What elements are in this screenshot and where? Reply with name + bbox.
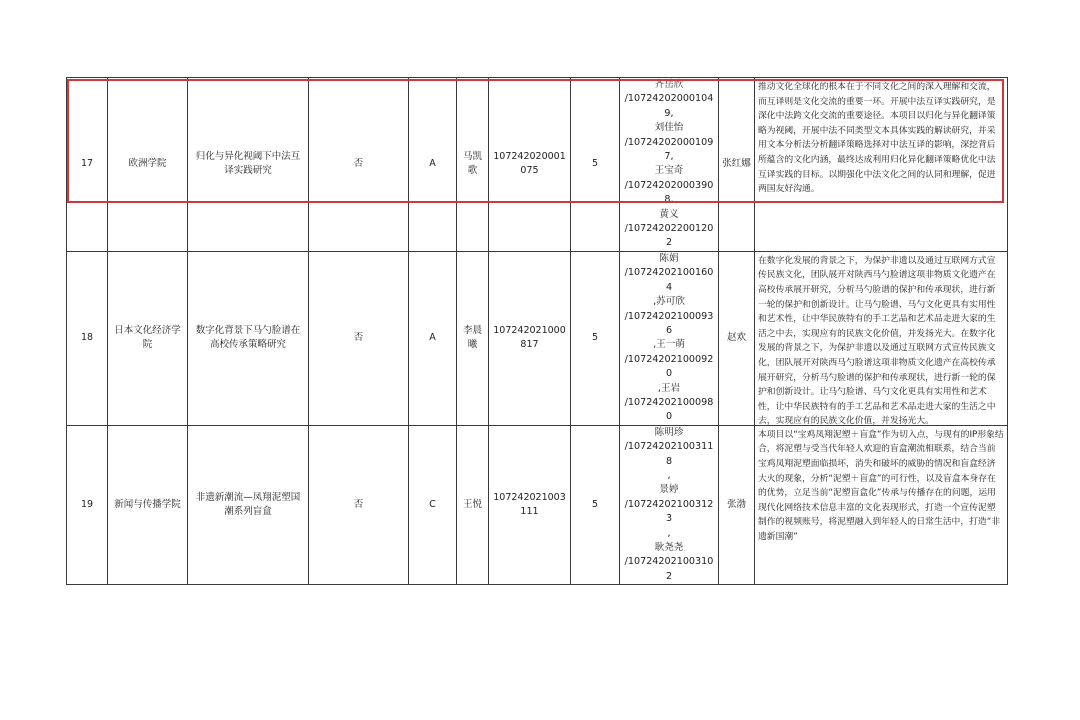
table-row xyxy=(67,251,1008,425)
member-line: /107242020003908, xyxy=(624,179,714,206)
summary-cell xyxy=(755,425,1008,584)
project-table xyxy=(66,77,1008,585)
advisor-cell: 张红娜 xyxy=(719,78,755,252)
member-line: /107242021001604 xyxy=(624,267,714,293)
flag-cell: 否 xyxy=(309,251,409,425)
member-line: 刘佳怡 xyxy=(654,122,684,134)
flag-cell: 否 xyxy=(309,425,409,584)
grade-cell: A xyxy=(409,251,457,425)
row-number: 19 xyxy=(67,425,108,584)
table-row xyxy=(67,78,1008,252)
member-line: , xyxy=(667,527,671,539)
member-line: /107242022001202 xyxy=(624,223,714,249)
member-line: ,苏可欣 xyxy=(653,296,685,308)
project-name-cell: 数字化背景下马勺脸谱在高校传承策略研究 xyxy=(188,251,309,425)
member-line: /107242020001049, xyxy=(624,93,714,119)
member-line: /107242021000980 xyxy=(624,396,714,423)
member-line: /107242021003123 xyxy=(624,498,714,525)
member-line: 陈娟 xyxy=(659,252,679,264)
project-name-cell: 归化与异化视阈下中法互译实践研究 xyxy=(188,78,309,252)
member-count-cell: 5 xyxy=(571,425,620,584)
summary-text: 在数字化发展的背景之下，为保护非遗以及通过互联网方式宣传民族文化，团队展开对陕西马勺脸谱这项非物质文化遗产在高校传承展开研究，分析马勺脸谱的保护和传承现状，进行新一轮的保护和创新设计。让马勺脸谱、马勺文化更具有实用性和艺术性，让中华民族特有的手工艺品和艺术品走进大家的生活之中去，实现应有的民族文化价值，并发扬光大。在数字化发展的背景之下，为保护非遗以及通过互联网方式宣传民族文化，团队展开对陕西马勺脸谱这项非物质文化遗产在高校传承展开研究，分析马勺脸谱的保护和传承现状，进行新一轮的保护和创新设计。让马勺脸谱、马勺文化更具有实用性和艺术性，让中华民族特有的手工艺品和艺术品走进大家的生活之中去，实现应有的民族文化价值，并发扬光大。 xyxy=(758,255,996,427)
grade-cell: A xyxy=(409,78,457,252)
member-line: /107242021000936 xyxy=(624,310,714,336)
advisor-cell: 张渤 xyxy=(719,425,755,584)
member-line: /107242021003118 xyxy=(624,441,714,467)
row-number: 17 xyxy=(67,78,108,252)
summary-cell xyxy=(755,78,1008,252)
college-cell: 新闻与传播学院 xyxy=(108,425,188,584)
member-line: 王宝奇 xyxy=(654,165,684,177)
member-count-cell: 5 xyxy=(571,251,620,425)
member-line: ,王岩 xyxy=(657,382,681,394)
member-line: 陈明珍 xyxy=(654,426,684,438)
member-count-cell: 5 xyxy=(571,78,620,252)
project-table-wrapper xyxy=(66,77,1007,585)
member-line: /107242020001097, xyxy=(624,136,714,163)
student-id-cell: 107242021000817 xyxy=(489,251,571,425)
grade-cell: C xyxy=(409,425,457,584)
student-id-cell: 107242021003111 xyxy=(489,425,571,584)
members-cell xyxy=(620,78,719,252)
summary-text: 推动文化全球化的根本在于不同文化之间的深入理解和交流，而互译则是文化交流的重要一环。开展中法互译实践研究，是深化中法跨文化交流的重要途径。本项目以归化与异化翻译策略为视阈，开展中法不同类型文本具体实践的解读研究，并采用文本分析法分析翻译策略选择对中法互译的影响，深挖背后所蕴含的文化内涵，最终达成利用归化异化翻译策略优化中法互译实践的目标。以期强化中法文化之间的认同和理解，促进两国友好沟通。 xyxy=(758,82,996,195)
member-line: ,王一萌 xyxy=(653,339,685,351)
table-row xyxy=(67,425,1008,584)
member-line: 齐岳欣 xyxy=(654,79,684,90)
member-line: /107242021000920 xyxy=(624,353,714,380)
college-cell: 欧洲学院 xyxy=(108,78,188,252)
member-line: , xyxy=(667,469,671,481)
row-number: 18 xyxy=(67,251,108,425)
leader-cell: 李晨曦 xyxy=(457,251,489,425)
summary-text: 本项目以“宝鸡凤翔泥塑＋盲盒”作为切入点，与现有的IP形象结合，将泥塑与受当代年轻人欢迎的盲盒潮流相联系，结合当前宝鸡凤翔泥塑面临损坏，消失和破坏的威胁的情况和盲盒经济大火的现象，分析“泥塑＋盲盒”的可行性，以及盲盒本身存在的优势，立足当前“泥塑盲盒化”传承与传播存在的问题，运用现代化网络技术信息丰富的文化表现形式，打造一个宣传泥塑制作的视频账号，将泥塑融入到年轻人的日常生活中，打造“非遗新国潮” xyxy=(758,429,1004,542)
advisor-cell: 赵欢 xyxy=(719,251,755,425)
member-line: 黄义 xyxy=(659,208,679,220)
project-name-cell: 非遗新潮流—凤翔泥塑国潮系列盲盒 xyxy=(188,425,309,584)
member-line: 耿尧尧 xyxy=(654,542,684,553)
members-cell xyxy=(620,425,719,584)
summary-cell xyxy=(755,251,1008,425)
college-cell: 日本文化经济学院 xyxy=(108,251,188,425)
flag-cell: 否 xyxy=(309,78,409,252)
student-id-cell: 107242020001075 xyxy=(489,78,571,252)
member-line: 景婷 xyxy=(659,484,679,496)
member-line: /107242021003102 xyxy=(624,556,714,582)
leader-cell: 王悦 xyxy=(457,425,489,584)
leader-cell: 马凯歌 xyxy=(457,78,489,252)
members-cell xyxy=(620,251,719,425)
